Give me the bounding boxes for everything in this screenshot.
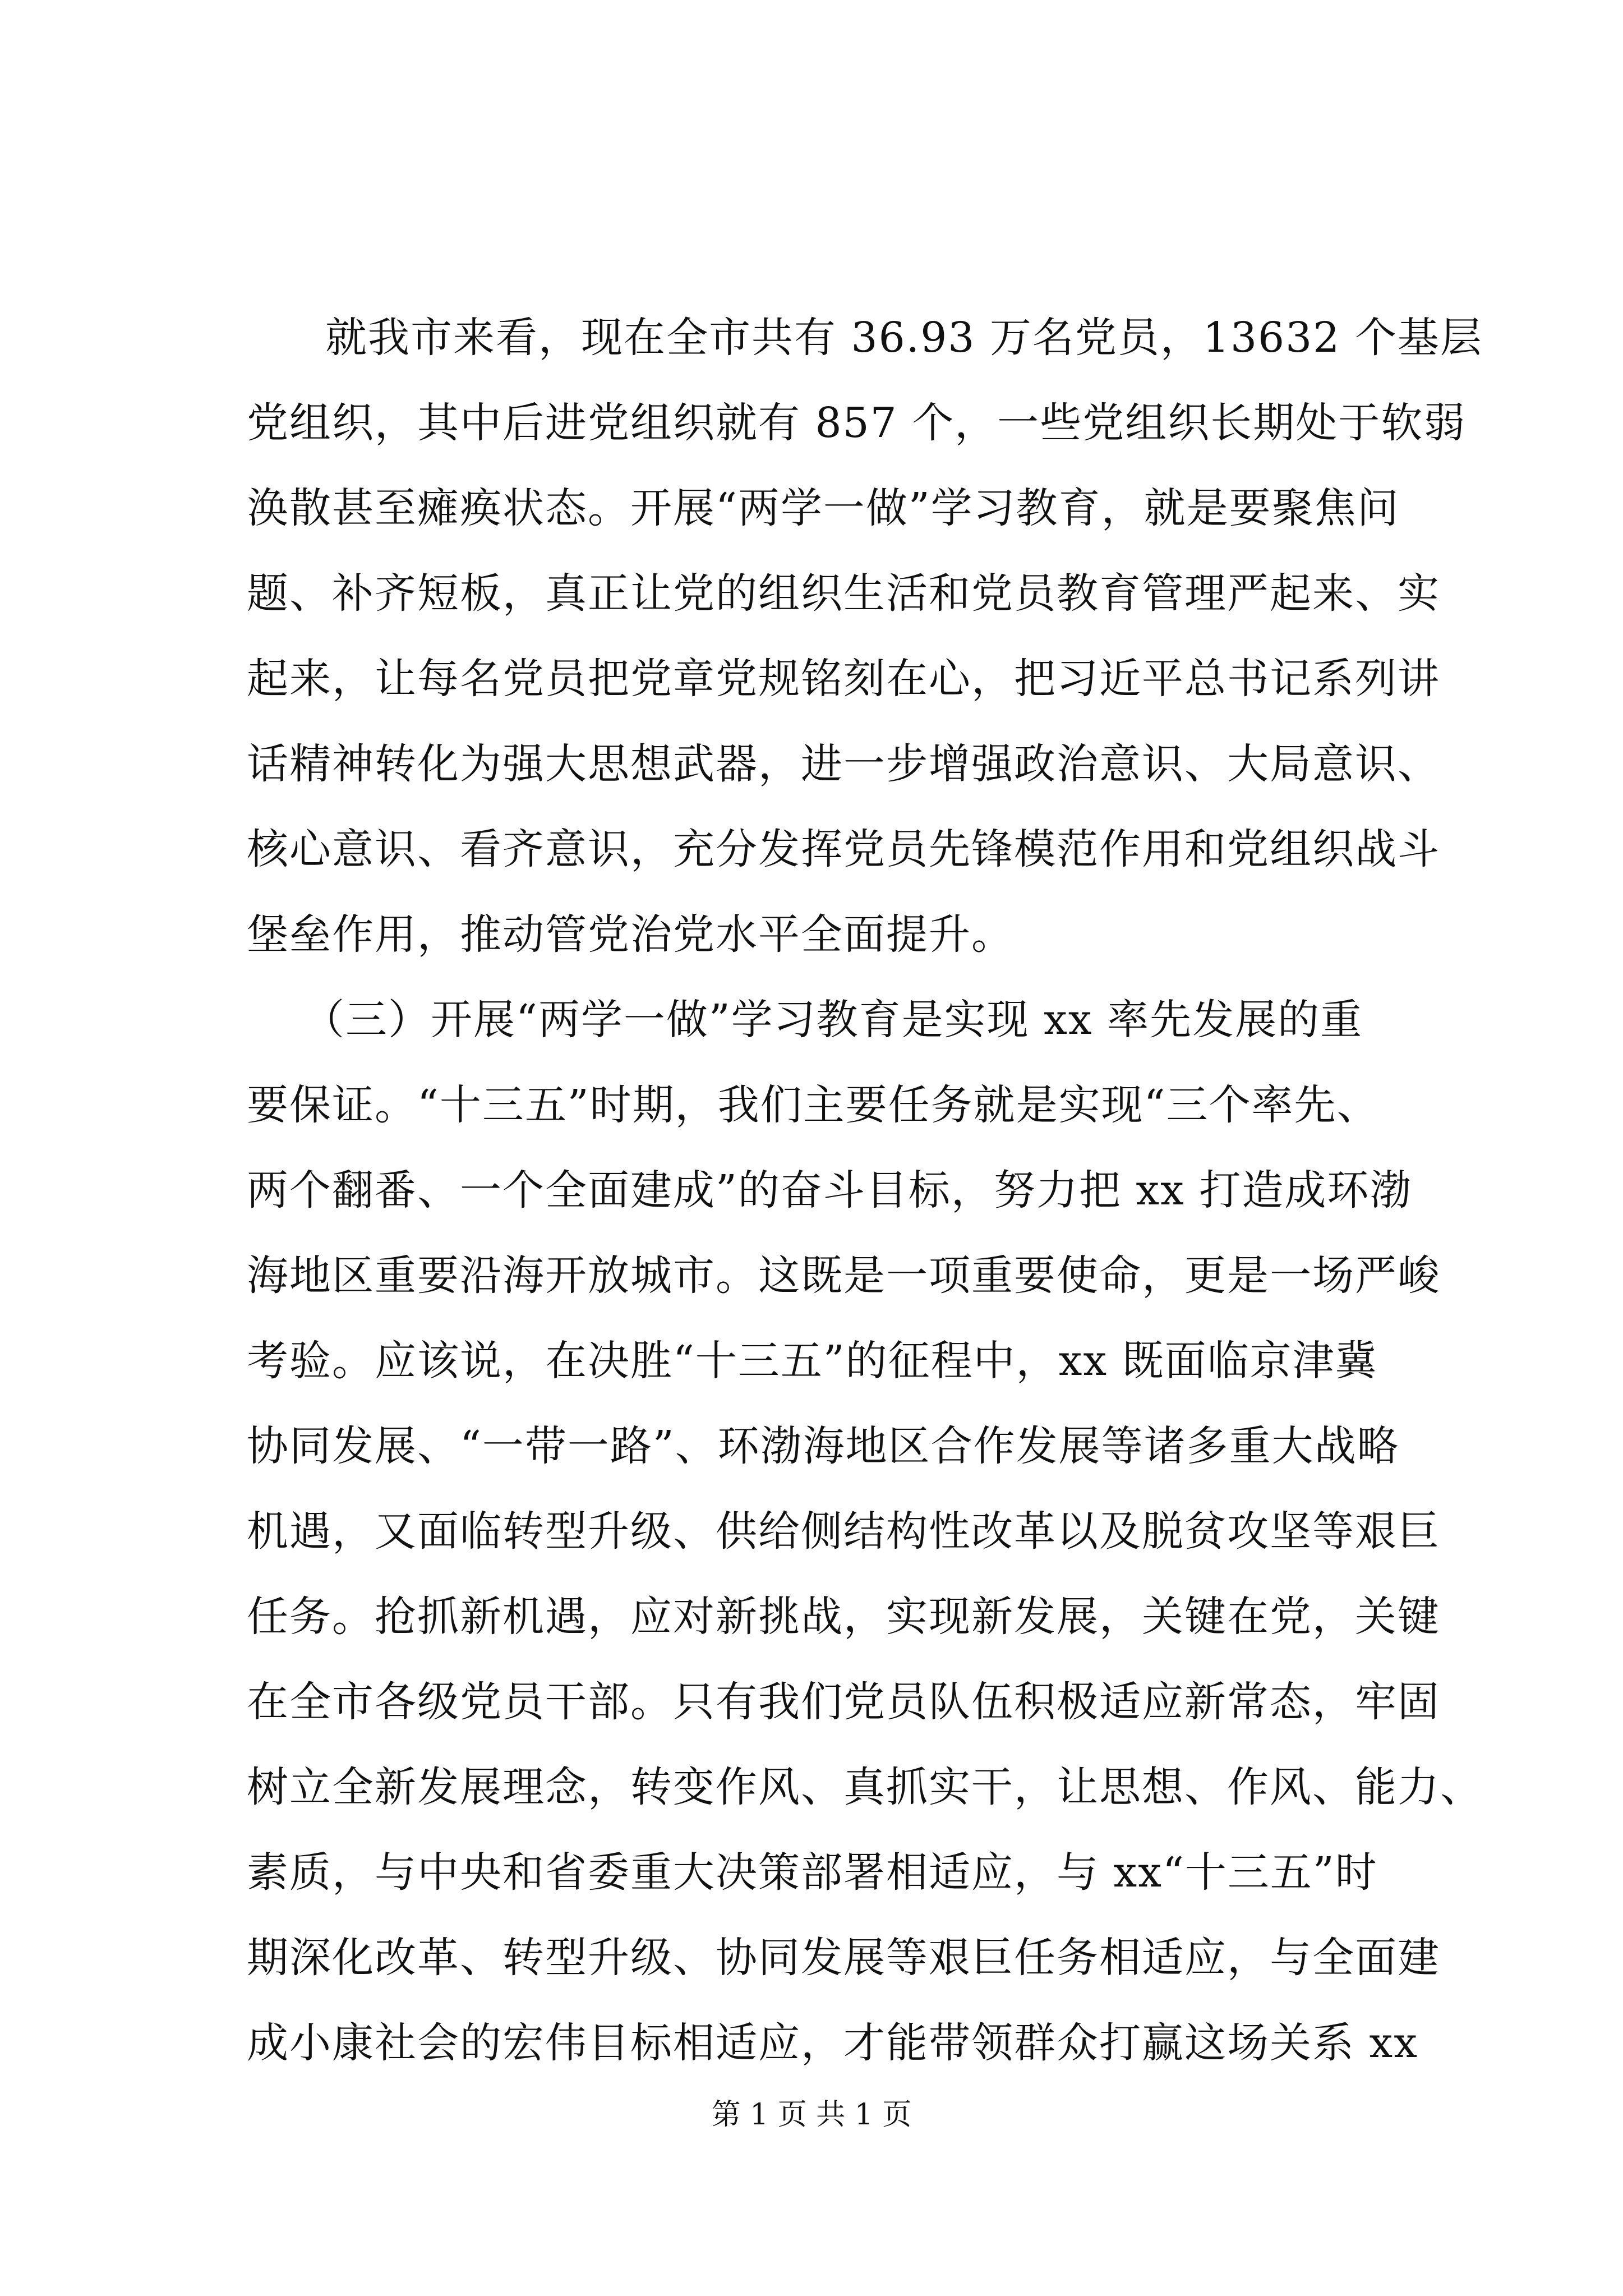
text-line: 核心意识、看齐意识，充分发挥党员先锋模范作用和党组织战斗	[247, 825, 1440, 873]
text-line: 期深化改革、转型升级、协同发展等艰巨任务相适应，与全面建	[247, 1934, 1440, 1982]
text-line: 在全市各级党员干部。只有我们党员队伍积极适应新常态，牢固	[247, 1678, 1440, 1726]
text-line: 题、补齐短板，真正让党的组织生活和党员教育管理严起来、实	[247, 569, 1440, 618]
text-line: 就我市来看，现在全市共有 36.93 万名党员，13632 个基层	[325, 314, 1483, 362]
text-line: 海地区重要沿海开放城市。这既是一项重要使命，更是一场严峻	[247, 1251, 1440, 1300]
text-line: 起来，让每名党员把党章党规铭刻在心，把习近平总书记系列讲	[247, 655, 1440, 703]
text-line: 话精神转化为强大思想武器，进一步增强政治意识、大局意识、	[247, 740, 1440, 788]
text-line: 协同发展、“一带一路”、环渤海地区合作发展等诸多重大战略	[247, 1422, 1400, 1470]
text-line: 要保证。“十三五”时期，我们主要任务就是实现“三个率先、	[247, 1081, 1380, 1129]
text-line: 素质，与中央和省委重大决策部署相适应，与 xx“十三五”时	[247, 1848, 1378, 1897]
text-line: 成小康社会的宏伟目标相适应，才能带领群众打赢这场关系 xx	[247, 2019, 1418, 2067]
section-heading-line: （三）开展“两学一做”学习教育是实现 xx 率先发展的重	[303, 996, 1363, 1044]
text-line: 涣散甚至瘫痪状态。开展“两学一做”学习教育，就是要聚焦问	[247, 484, 1400, 532]
text-line: 堡垒作用，推动管党治党水平全面提升。	[247, 910, 1014, 959]
text-line: 考验。应该说，在决胜“十三五”的征程中，xx 既面临京津冀	[247, 1337, 1378, 1385]
text-line: 两个翻番、一个全面建成”的奋斗目标，努力把 xx 打造成环渤	[247, 1166, 1413, 1214]
page-footer: 第 1 页 共 1 页	[711, 2098, 912, 2132]
text-line: 党组织，其中后进党组织就有 857 个，一些党组织长期处于软弱	[247, 399, 1467, 447]
text-line: 机遇，又面临转型升级、供给侧结构性改革以及脱贫攻坚等艰巨	[247, 1507, 1440, 1556]
text-line: 树立全新发展理念，转变作风、真抓实干，让思想、作风、能力、	[247, 1763, 1483, 1811]
text-line: 任务。抢抓新机遇，应对新挑战，实现新发展，关键在党，关键	[247, 1593, 1440, 1641]
